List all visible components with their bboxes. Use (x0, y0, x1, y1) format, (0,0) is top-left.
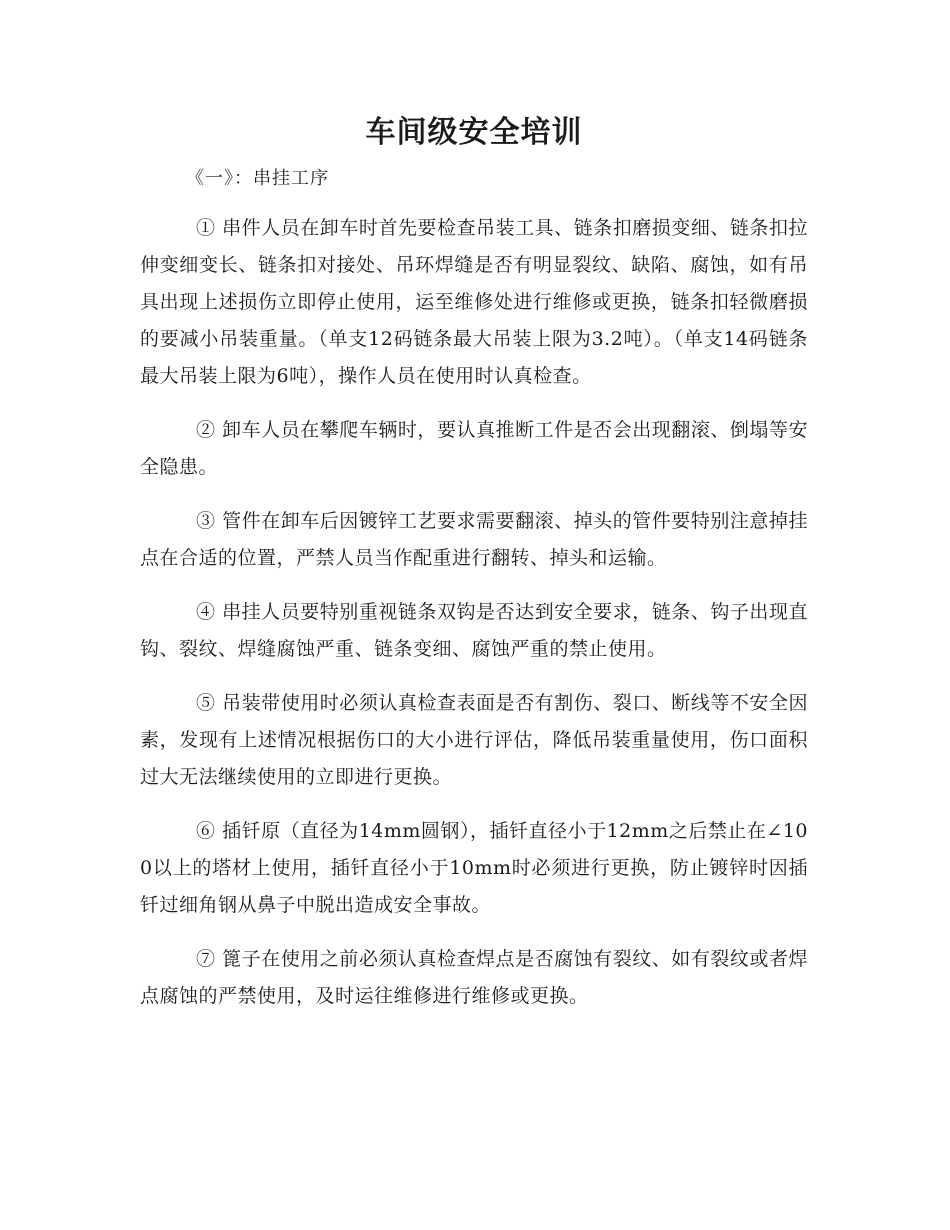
paragraph-4: ④ 串挂人员要特别重视链条双钩是否达到安全要求，链条、钩子出现直钩、裂纹、焊缝腐蚀严重、链条变细、腐蚀严重的禁止使用。 (140, 601, 808, 660)
paragraph-3: ③ 管件在卸车后因镀锌工艺要求需要翻滚、掉头的管件要特别注意掉挂点在合适的位置，严禁人员当作配重进行翻转、掉头和运输。 (140, 510, 808, 569)
paragraph-6: ⑥ 插钎原（直径为14mm圆钢），插钎直径小于12mm之后禁止在∠100以上的塔材上使用，插钎直径小于10mm时必须进行更换，防止镀锌时因插钎过细角钢从鼻子中脱出造成安全事故。 (140, 820, 808, 916)
paragraph-5: ⑤ 吊装带使用时必须认真检查表面是否有割伤、裂口、断线等不安全因素，发现有上述情况根据伤口的大小进行评估，降低吊装重量使用，伤口面积过大无法继续使用的立即进行更换。 (140, 692, 808, 788)
section-heading: 《一》：串挂工序 (186, 168, 329, 189)
paragraph-7: ⑦ 篦子在使用之前必须认真检查焊点是否腐蚀有裂纹、如有裂纹或者焊点腐蚀的严禁使用，及时运往维修进行维修或更换。 (140, 948, 808, 1007)
page-title: 车间级安全培训 (365, 115, 583, 150)
paragraph-1: ① 串件人员在卸车时首先要检查吊装工具、链条扣磨损变细、链条扣拉伸变细变长、链条扣对接处、吊环焊缝是否有明显裂纹、缺陷、腐蚀，如有吊具出现上述损伤立即停止使用，运至维修处进行维修或更换，链条扣轻微磨损的要减小吊装重量。（单支12码链条最大吊装上限为3.2吨）。（单支14码链条最大吊装上限为6吨），操作人员在使用时认真检查。 (140, 217, 808, 387)
paragraph-2: ② 卸车人员在攀爬车辆时，要认真推断工件是否会出现翻滚、倒塌等安全隐患。 (140, 419, 808, 478)
document-body (140, 108, 808, 1032)
